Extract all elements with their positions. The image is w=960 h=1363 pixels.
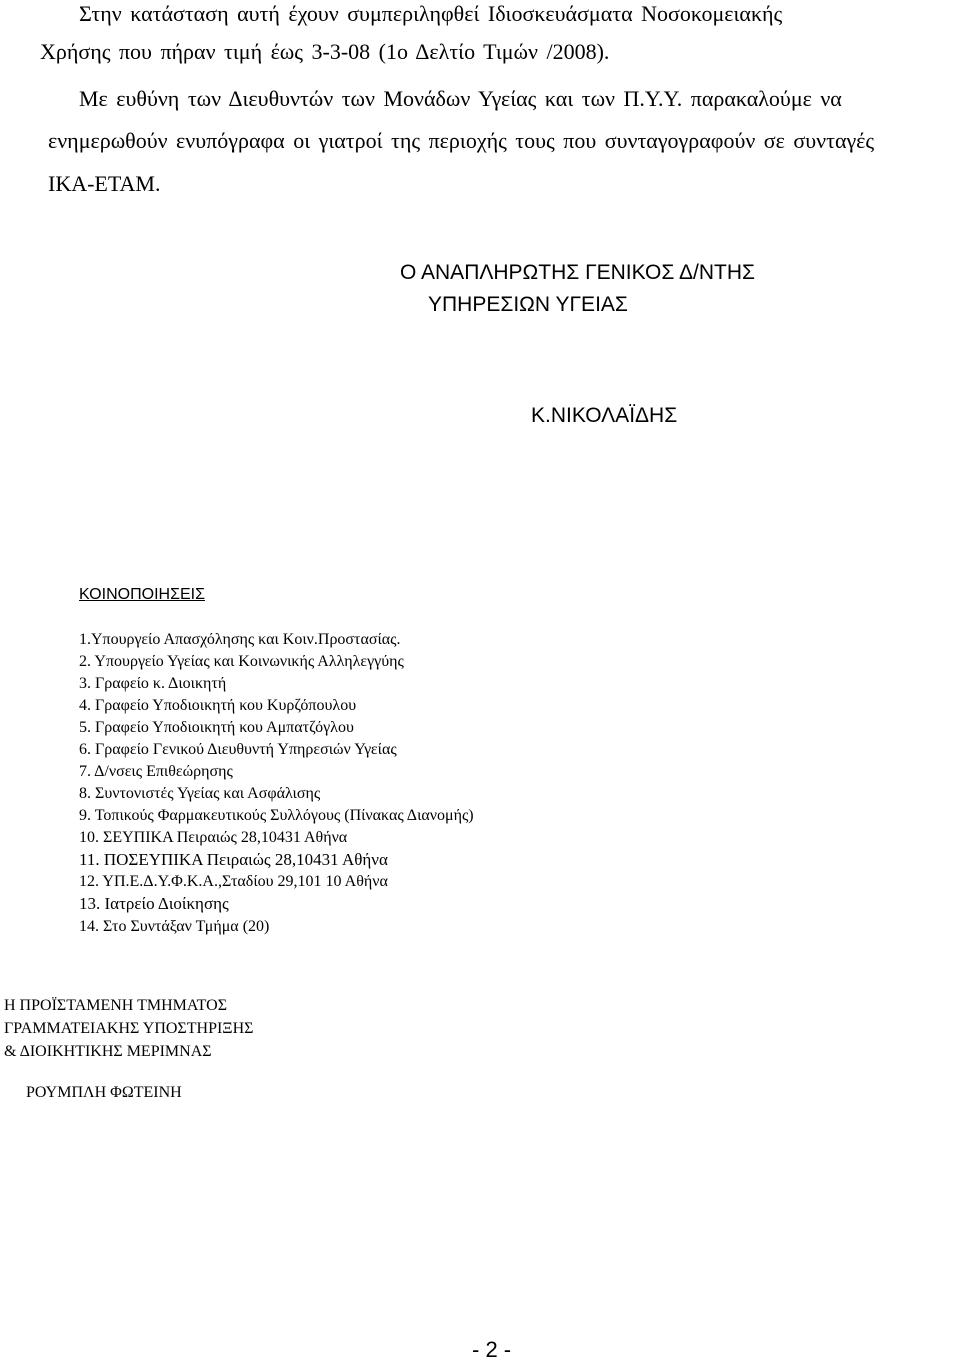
distribution-item: 9. Τοπικούς Φαρμακευτικούς Συλλόγους (Πίνακας Διανομής) [79, 807, 474, 824]
page-number: - 2 - [472, 1337, 512, 1362]
paragraph-line-2: Χρήσης που πήραν τιμή έως 3-3-08 (1ο Δελτίο Τιμών /2008). [40, 39, 610, 64]
distribution-item: 8. Συντονιστές Υγείας και Ασφάλισης [79, 785, 321, 802]
department-head-line-1: Η ΠΡΟΪΣΤΑΜΕΝΗ ΤΜΗΜΑΤΟΣ [4, 997, 227, 1014]
paragraph-line-3: Με ευθύνη των Διευθυντών των Μονάδων Υγείας και των Π.Υ.Υ. παρακαλούμε να [79, 86, 842, 111]
paragraph-line-4: ενημερωθούν ενυπόγραφα οι γιατροί της περιοχής τους που συνταγογραφούν σε συνταγές [48, 128, 875, 153]
distribution-item: 1.Υπουργείο Απασχόλησης και Κοιν.Προστασίας. [79, 631, 401, 648]
paragraph-line-5: ΙΚΑ-ΕΤΑΜ. [48, 171, 161, 196]
distribution-item: 5. Γραφείο Υποδιοικητή κου Αμπατζόγλου [79, 719, 354, 736]
paragraph-line-1: Στην κατάσταση αυτή έχουν συμπεριληφθεί Ιδιοσκευάσματα Νοσοκομειακής [79, 1, 783, 26]
signatory-name: Κ.ΝΙΚΟΛΑΪΔΗΣ [531, 404, 678, 427]
distribution-item: 13. Ιατρείο Διοίκησης [79, 894, 229, 913]
distribution-item: 12. ΥΠ.Ε.Δ.Υ.Φ.Κ.Α.,Σταδίου 29,101 10 Αθήνα [79, 873, 388, 890]
distribution-title: ΚΟΙΝΟΠΟΙΗΣΕΙΣ [79, 586, 205, 603]
signatory-title-line-1: Ο ΑΝΑΠΛΗΡΩΤΗΣ ΓΕΝΙΚΟΣ Δ/ΝΤΗΣ [400, 261, 755, 284]
department-head-name: ΡΟΥΜΠΛΗ ΦΩΤΕΙΝΗ [26, 1084, 182, 1101]
distribution-item: 2. Υπουργείο Υγείας και Κοινωνικής Αλληλεγγύης [79, 653, 404, 670]
distribution-item: 6. Γραφείο Γενικού Διευθυντή Υπηρεσιών Υγείας [79, 741, 397, 758]
distribution-item: 4. Γραφείο Υποδιοικητή κου Κυρζόπουλου [79, 697, 357, 714]
distribution-item: 14. Στο Συντάξαν Τμήμα (20) [79, 918, 270, 935]
distribution-item: 3. Γραφείο κ. Διοικητή [79, 675, 227, 692]
distribution-item: 7. Δ/νσεις Επιθεώρησης [79, 763, 233, 780]
distribution-item: 11. ΠΟΣΕΥΠΙΚΑ Πειραιώς 28,10431 Αθήνα [79, 850, 388, 869]
department-head-line-3: & ΔΙΟΙΚΗΤΙΚΗΣ ΜΕΡΙΜΝΑΣ [4, 1043, 212, 1060]
signatory-title-line-2: ΥΠΗΡΕΣΙΩΝ ΥΓΕΙΑΣ [428, 293, 628, 316]
department-head-line-2: ΓΡΑΜΜΑΤΕΙΑΚΗΣ ΥΠΟΣΤΗΡΙΞΗΣ [4, 1020, 254, 1037]
distribution-item: 10. ΣΕΥΠΙΚΑ Πειραιώς 28,10431 Αθήνα [79, 829, 348, 846]
